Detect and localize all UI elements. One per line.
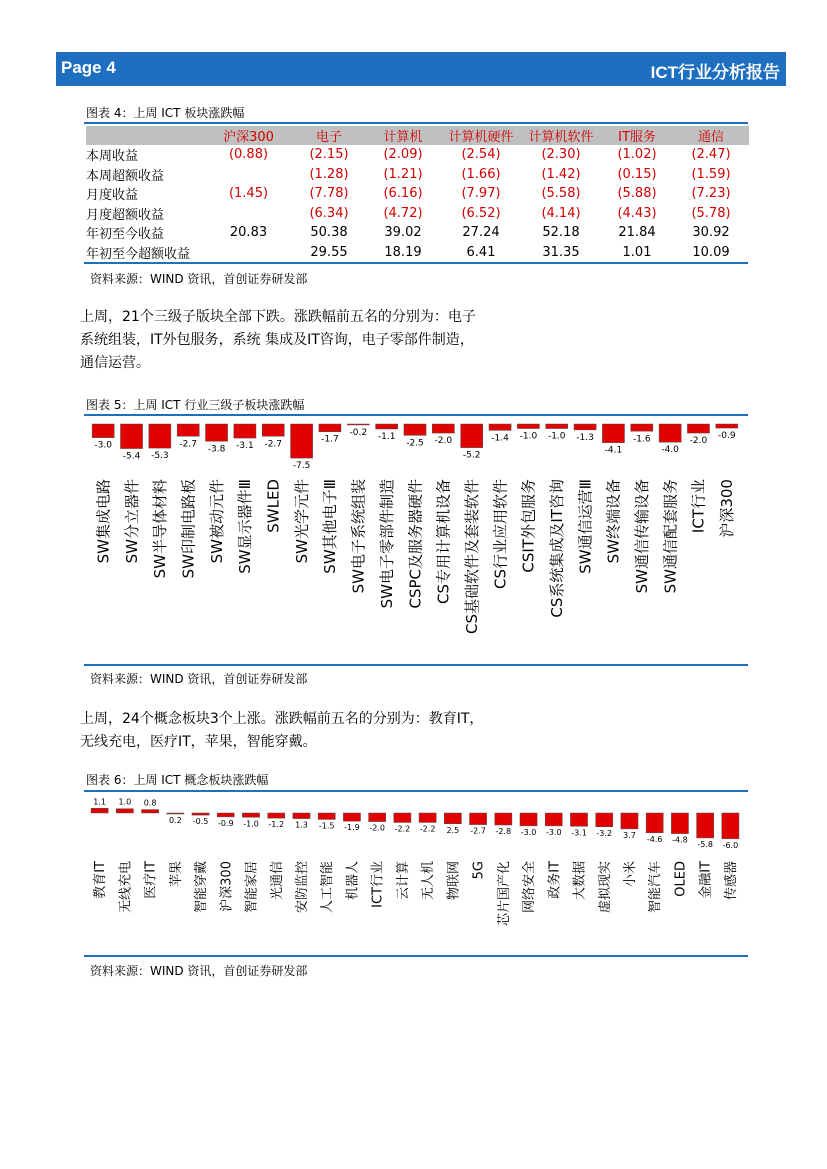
category-label: 5G (471, 861, 487, 880)
chart5-source: 资料来源：WIND 资讯，首创证券研发部 (90, 672, 308, 686)
table-header-row (86, 126, 749, 145)
category-label: 安防监控 (295, 861, 311, 914)
bar (574, 424, 596, 430)
bar (461, 424, 483, 448)
bar (545, 813, 562, 826)
cell: (4.43) (617, 205, 657, 221)
cell: 6.41 (466, 244, 496, 260)
bar (217, 813, 234, 817)
cell: (0.88) (228, 147, 269, 163)
cell: (5.78) (691, 205, 731, 221)
cell: (0.15) (617, 166, 657, 182)
category-label: 物联网 (446, 861, 462, 901)
category-label: 小米 (623, 861, 639, 888)
cell: 30.92 (692, 225, 730, 241)
data-label: -1.0 (519, 431, 538, 442)
category-label: SW通信运营Ⅲ (576, 478, 595, 574)
category-label: CS行业应用软件 (491, 478, 510, 589)
category-label: 网络安全 (522, 861, 538, 914)
category-label: 智能汽车 (648, 861, 664, 914)
bar (596, 813, 613, 827)
cell: 1.01 (622, 244, 652, 260)
bar (234, 424, 256, 438)
bar (520, 813, 537, 826)
category-label: SW被动元件 (207, 479, 226, 564)
chart6-source: 资料来源：WIND 资讯，首创证券研发部 (90, 964, 308, 978)
cell: 18.19 (384, 244, 422, 260)
category-label: SW分立器件 (122, 479, 141, 564)
data-label: -2.8 (495, 827, 512, 837)
bar (376, 424, 398, 429)
cell: 39.02 (384, 225, 422, 241)
data-label: 1.3 (295, 820, 308, 830)
data-label: -3.0 (94, 440, 112, 451)
data-label: -5.8 (697, 839, 713, 849)
category-label: 沪深300 (718, 479, 737, 538)
data-label: -0.9 (217, 818, 234, 828)
table-row (86, 145, 749, 165)
chart5-svg (84, 417, 748, 663)
data-label: 3.7 (623, 830, 636, 840)
category-label: 光通信 (269, 861, 285, 901)
paragraph-line: 上周，24个概念板块3个上涨。涨跌幅前五名的分别为：教育IT， (80, 711, 484, 727)
data-label: -2.0 (434, 436, 453, 447)
cell: 29.55 (310, 244, 348, 260)
category-label: 教育IT (93, 861, 109, 899)
data-label: 1.0 (118, 797, 132, 807)
row-label: 本周超额收益 (86, 168, 165, 184)
data-label: -1.5 (318, 821, 335, 831)
cell: (7.78) (309, 186, 349, 202)
cell: (6.34) (309, 205, 349, 221)
data-label: -3.2 (596, 828, 613, 838)
chart5-caption: 图表 5：上周 ICT 行业三级子板块涨跌幅 (86, 398, 305, 412)
data-label: 0.8 (143, 798, 157, 808)
category-label: CS基础软件及套装软件 (462, 479, 481, 634)
row-label: 本周收益 (86, 149, 139, 165)
bar (293, 813, 310, 819)
data-label: 2.5 (446, 825, 460, 835)
category-label: ICT行业 (370, 861, 386, 908)
data-label: -7.5 (292, 461, 311, 472)
paragraph-line: 上周，21个三级子版块全部下跌。涨跌幅前五名的分别为：电子 (80, 309, 476, 325)
col-header: 通信 (673, 126, 749, 145)
report-title: ICT行业分析报告 (650, 63, 780, 82)
data-label: -2.2 (394, 824, 411, 834)
cell: (2.47) (691, 147, 731, 163)
bar (469, 813, 486, 825)
category-label: 云计算 (395, 861, 411, 901)
col-header: IT服务 (601, 126, 673, 145)
category-label: 无人机 (421, 861, 437, 901)
bar (369, 813, 386, 822)
bar (570, 813, 587, 826)
cell: (2.09) (383, 147, 423, 163)
col-header: 电子 (293, 126, 365, 145)
data-label: -2.0 (369, 823, 385, 833)
data-label: -1.2 (268, 820, 285, 830)
data-label: -3.0 (520, 827, 537, 837)
bar (394, 813, 411, 822)
data-label: -2.5 (406, 438, 424, 449)
category-label: 人工智能 (320, 861, 336, 914)
cell: (7.23) (691, 186, 731, 202)
bar (192, 813, 209, 815)
table-row (86, 165, 749, 185)
data-label: -1.7 (321, 434, 339, 445)
data-label: -3.1 (236, 441, 254, 452)
data-label: -1.0 (547, 431, 566, 442)
bar (697, 813, 714, 838)
cell: (4.14) (541, 205, 581, 221)
chart5-bottom-rule (84, 664, 748, 666)
category-label: SW其他电子Ⅲ (321, 479, 340, 574)
category-label: SW电子系统组装 (349, 479, 368, 594)
data-label: -1.9 (344, 823, 360, 833)
bar (347, 424, 369, 425)
category-label: 智能家居 (244, 861, 260, 914)
cell: 21.84 (618, 225, 656, 241)
bar (268, 813, 285, 818)
category-label: 机器人 (345, 861, 361, 901)
data-label: -5.4 (122, 451, 141, 462)
cell: (5.88) (617, 186, 657, 202)
data-label: -0.5 (192, 817, 209, 827)
bar (262, 424, 284, 436)
cell (204, 243, 293, 263)
cell: (1.42) (541, 166, 581, 182)
paragraph-line: 无线充电，医疗IT，苹果，智能穿戴。 (80, 734, 317, 750)
row-label: 年初至今超额收益 (86, 246, 191, 262)
cell: (2.30) (541, 147, 581, 163)
category-label: SW通信配套服务 (661, 479, 680, 594)
col-header: 沪深300 (204, 126, 293, 145)
category-label: SW显示器件Ⅲ (236, 479, 255, 574)
data-label: -3.0 (545, 827, 562, 837)
category-label: ICT行业 (689, 479, 708, 534)
cell: (6.16) (383, 186, 423, 202)
bar (517, 424, 539, 429)
cell: (6.52) (461, 205, 501, 221)
bar (149, 424, 171, 448)
table4-caption: 图表 4：上周 ICT 板块涨跌幅 (86, 106, 245, 120)
category-label: 政务IT (547, 861, 563, 899)
cell: (2.15) (309, 147, 349, 163)
data-label: 1.1 (93, 797, 106, 807)
cell: (2.54) (461, 147, 501, 163)
cell: (4.72) (383, 205, 423, 221)
data-label: -2.7 (179, 439, 197, 450)
category-label: 传感器 (723, 861, 739, 901)
col-header: 计算机 (365, 126, 441, 145)
chart6-svg (84, 793, 748, 953)
chart5-top-rule (84, 414, 748, 416)
data-label: -1.0 (243, 819, 259, 829)
data-label: -4.8 (672, 835, 688, 845)
cell: 50.38 (310, 225, 348, 241)
category-label: SW终端设备 (604, 479, 623, 564)
bar (91, 808, 108, 813)
data-label: -1.4 (491, 433, 509, 444)
data-label: -5.3 (151, 451, 169, 462)
bar (116, 809, 133, 813)
bar (621, 813, 638, 829)
bar (646, 813, 663, 833)
category-label: 苹果 (168, 861, 184, 888)
category-label: CS系统集成及IT咨询 (547, 479, 566, 618)
category-label: SW印制电路板 (179, 479, 198, 579)
cell: 20.83 (229, 225, 268, 241)
row-label: 年初至今收益 (86, 227, 165, 243)
data-label: -3.8 (207, 444, 226, 455)
category-label: 金融IT (698, 861, 714, 899)
cell: (5.58) (541, 186, 581, 202)
return-table (86, 126, 749, 262)
category-label: SW半导体材料 (151, 479, 170, 579)
col-header: 计算机软件 (521, 126, 601, 145)
bar (659, 424, 681, 442)
cell: (1.45) (228, 186, 269, 202)
cell: 52.18 (542, 225, 580, 241)
category-label: 虚拟现实 (597, 861, 613, 914)
bar (404, 424, 426, 435)
cell: 31.35 (542, 244, 580, 260)
bar (141, 810, 158, 813)
bar (432, 424, 454, 433)
table-row (86, 204, 749, 224)
data-label: -4.0 (661, 445, 679, 456)
bar (291, 424, 313, 458)
data-label: -2.0 (689, 436, 708, 447)
bar (546, 424, 568, 429)
bar (602, 424, 624, 443)
category-label: SW集成电路 (94, 479, 113, 564)
category-label: SWLED (264, 479, 283, 533)
data-label: -1.6 (633, 434, 651, 445)
bar (716, 424, 738, 428)
bar (419, 813, 436, 822)
cell: (1.28) (309, 166, 349, 182)
table-row (86, 223, 749, 243)
bar (687, 424, 709, 433)
category-label: 大数据 (572, 861, 588, 901)
data-label: -5.2 (462, 450, 481, 461)
page-header (56, 52, 786, 86)
data-label: -6.0 (722, 840, 739, 850)
paragraph-1 (80, 306, 560, 375)
row-label: 月度收益 (86, 188, 139, 204)
category-label: 无线充电 (118, 861, 134, 914)
cell (204, 204, 293, 224)
data-label: -3.1 (571, 828, 587, 838)
table-row (86, 243, 749, 263)
cell: (1.02) (617, 147, 657, 163)
bar (177, 424, 199, 436)
data-label: -0.9 (718, 431, 736, 442)
cell: 27.24 (462, 225, 500, 241)
col-header: 计算机硬件 (441, 126, 521, 145)
category-label: 医疗IT (143, 861, 159, 899)
category-label: CS专用计算机设备 (434, 479, 453, 604)
cell: (1.66) (461, 166, 501, 182)
data-label: -2.2 (419, 824, 436, 834)
cell (204, 165, 293, 185)
bar (722, 813, 739, 839)
category-label: 智能穿戴 (194, 861, 210, 914)
bar (343, 813, 360, 821)
bar (206, 424, 228, 441)
table4-bottom-rule (84, 262, 748, 264)
data-label: -1.1 (377, 432, 396, 443)
category-label: CSIT外包服务 (519, 479, 538, 573)
chart6-top-rule (84, 790, 748, 792)
category-label: OLED (673, 861, 689, 897)
bar (444, 813, 461, 824)
data-label: -2.7 (264, 439, 283, 450)
bar (318, 813, 335, 819)
bar (167, 813, 184, 814)
data-label: 0.2 (168, 815, 182, 825)
paragraph-2 (80, 708, 560, 754)
category-label: 沪深300 (219, 861, 235, 912)
category-label: SW光学元件 (292, 479, 311, 564)
bar (242, 813, 259, 817)
data-label: -1.3 (576, 432, 594, 443)
bar (631, 424, 653, 431)
paragraph-line: 通信运营。 (80, 355, 150, 371)
category-label: 芯片国产化 (496, 861, 512, 927)
cell: (7.97) (461, 186, 501, 202)
data-label: -2.7 (470, 826, 486, 836)
chart6-bottom-rule (84, 955, 748, 957)
paragraph-line: 系统组装，IT外包服务，系统 集成及IT咨询，电子零部件制造， (80, 332, 474, 348)
cell: 10.09 (692, 244, 730, 260)
bar (495, 813, 512, 825)
cell: (1.21) (383, 166, 423, 182)
category-label: SW通信传输设备 (633, 479, 652, 594)
table-header-blank (86, 126, 204, 145)
cell: (1.59) (691, 166, 731, 182)
data-label: -4.6 (646, 834, 663, 844)
row-label: 月度超额收益 (86, 207, 165, 223)
bar (120, 424, 142, 449)
bar (671, 813, 688, 834)
category-label: CSPC及服务器硬件 (406, 479, 425, 609)
category-label: SW电子零部件制造 (377, 479, 396, 609)
bar (319, 424, 341, 432)
table-row (86, 184, 749, 204)
bar (92, 424, 114, 438)
data-label: -4.1 (604, 445, 623, 456)
page-number: Page 4 (61, 58, 116, 77)
bar (489, 424, 511, 430)
data-label: -0.2 (349, 427, 368, 438)
chart6-caption: 图表 6：上周 ICT 概念板块涨跌幅 (86, 773, 269, 787)
table4-source: 资料来源：WIND 资讯，首创证券研发部 (90, 272, 308, 286)
table4-top-rule (84, 122, 748, 124)
